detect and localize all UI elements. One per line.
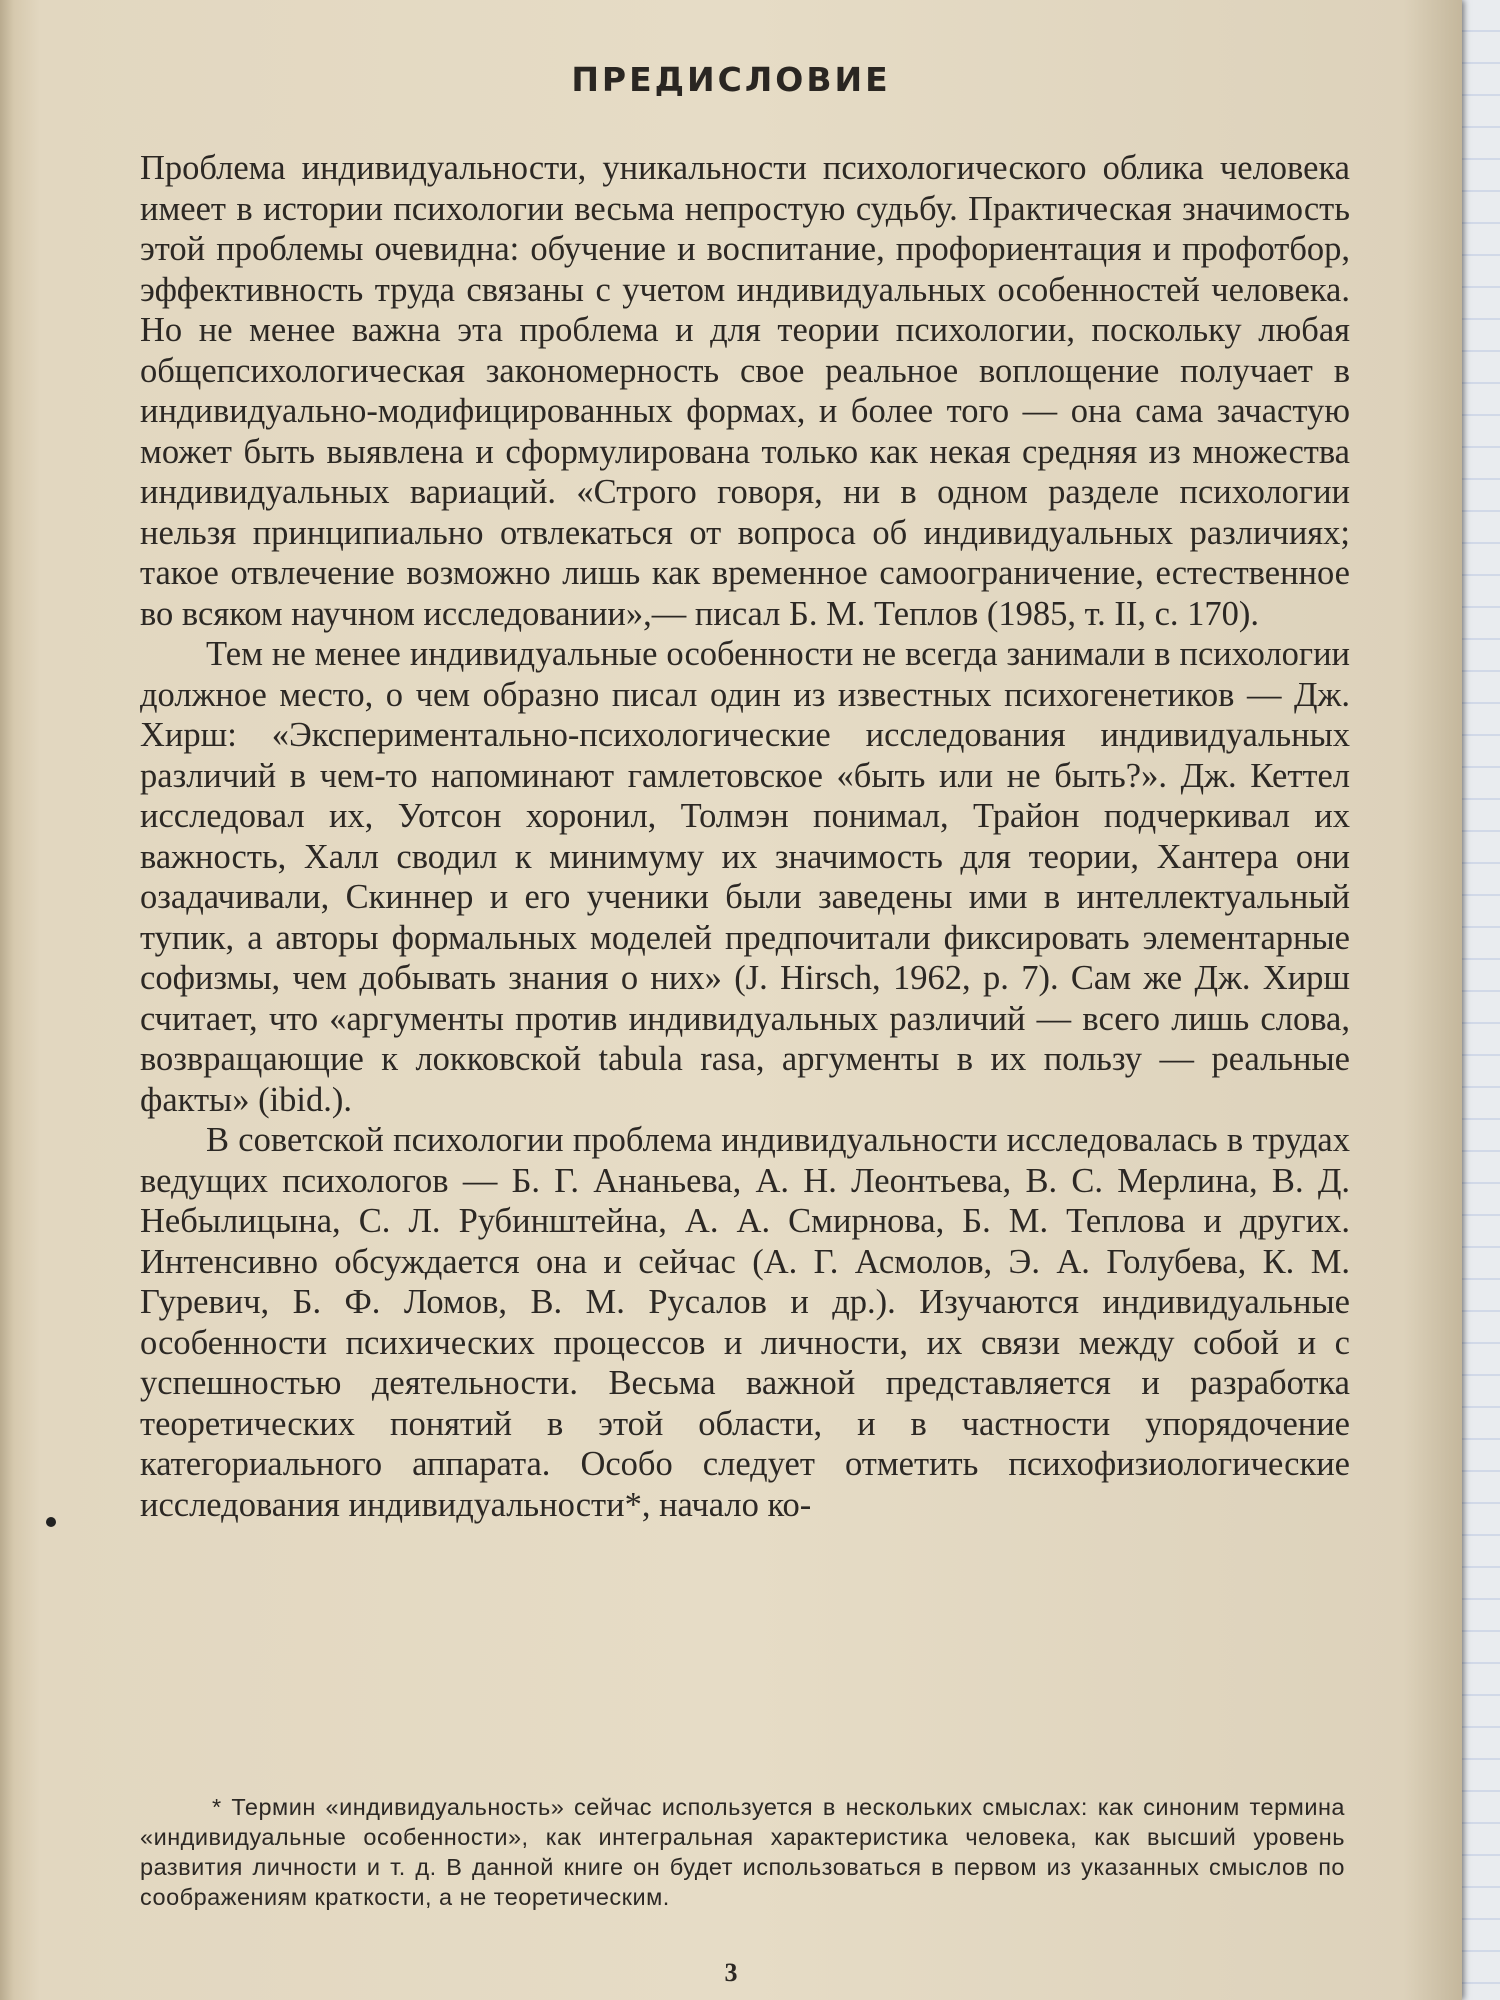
- paragraph-3: В советской психологии проблема индивидуальности исследовалась в трудах ведущих психологов — Б. Г. Ананьева, А. Н. Леонтьева, В. С. Мерлина, В. Д. Небылицына, С. Л. Рубинштейна, А. А. Смирнова, Б. М. Теплова и других. Интенсивно обсуждается она и сейчас (А. Г. Асмолов, Э. А. Голубева, К. М. Гуревич, Б. Ф. Ломов, В. М. Русалов и др.). Изучаются индивидуальные особенности психических процессов и личности, их связи между собой и с успешностью деятельности. Весьма важной представляется и разработка теоретических понятий в этой области, и в частности упорядочение категориального аппарата. Особо следует отметить психофизиологические исследования индивидуальности*, начало ко-: [140, 1121, 1350, 1524]
- page-number: 3: [724, 1958, 738, 1987]
- paragraph-2: Тем не менее индивидуальные особенности не всегда занимали в психологии должное место, о чем образно писал один из известных психогенетиков — Дж. Хирш: «Экспериментально-психологические исследования индивидуальных различий в чем-то напоминают гамлетовское «быть или не быть?». Дж. Кеттел исследовал их, Уотсон хоронил, Толмэн понимал, Трайон подчеркивал их важность, Халл сводил к минимуму их значимость для теории, Хантера они озадачивали, Скиннер и его ученики были заведены ими в интеллектуальный тупик, а авторы формальных моделей предпочитали фиксировать элементарные софизмы, чем добывать знания о них» (J. Hirsch, 1962, p. 7). Сам же Дж. Хирш считает, что «аргументы против индивидуальных различий — всего лишь слова, возвращающие к локковской tabula rasa, аргументы в их пользу — реальные факты» (ibid.).: [140, 635, 1350, 1119]
- body-text: [140, 148, 1350, 1525]
- paragraph-1: Проблема индивидуальности, уникальности психологического облика человека имеет в истории психологии весьма непростую судьбу. Практическая значимость этой проблемы очевидна: обучение и воспитание, профориентация и профотбор, эффективность труда связаны с учетом индивидуальных особенностей человека. Но не менее важна эта проблема и для теории психологии, поскольку любая общепсихологическая закономерность свое реальное воплощение получает в индивидуально-модифицированных формах, и более того — она сама зачастую может быть выявлена и сформулирована только как некая средняя из множества индивидуальных вариаций. «Строго говоря, ни в одном разделе психологии нельзя принципиально отвлекаться от вопроса об индивидуальных различиях; такое отвлечение возможно лишь как временное самоограничение, естественное во всяком научном исследовании»,— писал Б. М. Теплов (1985, т. II, с. 170).: [140, 149, 1350, 633]
- ink-dot: [46, 1517, 56, 1527]
- page-title: ПРЕДИСЛОВИЕ: [571, 60, 891, 99]
- footnote: * Термин «индивидуальность» сейчас используется в нескольких смыслах: как синоним термина «индивидуальные особенности», как интегральная характеристика человека, как высший уровень развития личности и т. д. В данной книге он будет использоваться в первом из указанных смыслов по соображениям краткости, а не теоретическим.: [140, 1794, 1345, 1910]
